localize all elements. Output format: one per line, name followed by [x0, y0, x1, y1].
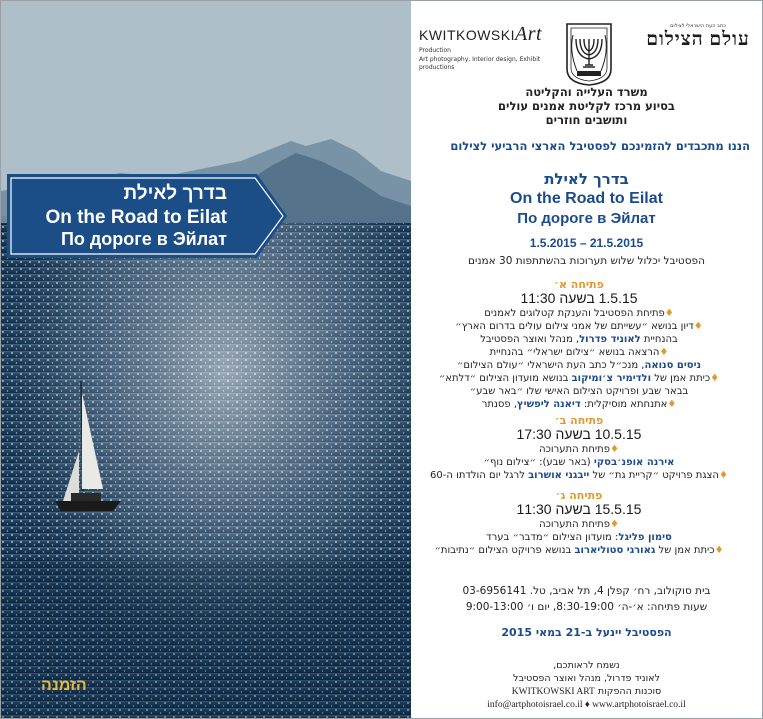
program-line: ♦הצגת פרויקט ״קריית גת״ של ייבגני אושרוב לרגל יום הולדתו ה-60: [430, 470, 728, 481]
kwitkowski-services: Art photography, Interior design, Exhibit productions: [419, 56, 541, 71]
olam-logo-name: עולם הצילום: [646, 29, 750, 50]
opening-time: 1.5.15 בשעה 11:30: [520, 290, 638, 306]
program-line: ♦אתנחתא מוסיקלית: דיאנה ליפשיץ, פסנתר: [481, 399, 677, 410]
program-line: בהנחיית לאוניד פדרול, מנהל ואוצר הפסטיבל: [480, 334, 678, 345]
invitation-text-panel: [411, 1, 762, 718]
banner-title-russian: По дороге в Эйлат: [60, 229, 227, 249]
opening-time: 10.5.15 בשעה 17:30: [516, 426, 642, 442]
festival-summary: הפסטיבל יכלול שלוש תערוכות בהשתתפות 30 אמנים: [468, 255, 705, 267]
ministry-line: ותושבים חוזרים: [545, 113, 628, 127]
signature-name: לאוניד פדרול, מנהל ואוצר הפסטיבל: [513, 673, 660, 684]
olam-logo-tagline: כתב העת הישראלי לצילום: [670, 23, 726, 29]
kwitkowski-art-logo: [419, 23, 557, 72]
invitation-label: הזמנה: [41, 677, 87, 694]
opening-title: פתיחה א׳: [554, 278, 604, 291]
olam-hatzilum-logo: [629, 23, 763, 51]
kwitkowski-production: Production: [419, 47, 451, 54]
sea-landscape-image: [1, 1, 411, 718]
program-line: אירנה אופנ׳בסקי (באר שבע): ״צילום נוף״: [483, 457, 675, 468]
festival-closing: הפסטיבל יינעל ב-21 במאי 2015: [501, 626, 672, 639]
venue-address: בית סוקולוב, רח׳ קפלן 4, תל אביב, טל. 03-6956141: [462, 585, 711, 597]
ministry-line: משרד העלייה והקליטה: [525, 85, 648, 99]
program-line: ♦הרצאה בנושא ״צילום ישראלי״ בהנחיית: [489, 347, 669, 358]
opening-c: [414, 489, 744, 557]
program-line: ♦דיון בנושא ״עשייתם של אמני צילום עולים בדרום הארץ״: [455, 321, 703, 332]
opening-a: [414, 278, 744, 411]
program-line: ♦כיתת אמן של ולדימיר צ׳ומיקוב בנושא מועדון הצילום ״דלתא״: [438, 373, 720, 384]
opening-title: פתיחה ב׳: [554, 414, 604, 427]
kwitkowski-brand: KWITKOWSKIArt: [419, 23, 543, 45]
ministry-block: [411, 85, 762, 127]
festival-title-hebrew: בדרך לאילת: [544, 170, 629, 188]
ministry-line: בסיוע מרכז לקליטת אמנים עולים: [498, 99, 675, 113]
program-line: בבאר שבע ופרויקט הצילום האישי שלו ״באר שבע״: [469, 386, 689, 397]
venue-info: [411, 583, 762, 615]
festival-title: [411, 169, 762, 229]
signature-greeting: נשמח לראותכם,: [553, 660, 620, 671]
venue-hours: שעות פתיחה: א׳-ה׳ 8:30-19:00, יום ו׳ 9:00-13:00: [465, 601, 708, 613]
festival-title-english: On the Road to Eilat: [510, 190, 663, 207]
festival-dates: 1.5.2015 – 21.5.2015: [529, 236, 644, 250]
opening-b: [414, 414, 744, 482]
opening-title: פתיחה ג׳: [555, 489, 603, 502]
program-line: סימון פליגל: מועדון הצילום ״מדבר״ בערד: [486, 532, 672, 543]
program-line: ♦פתיחת התערוכה: [539, 444, 619, 455]
title-banner: [7, 174, 289, 258]
program-line: ♦כיתת אמן של גאורגי סטוליארוב בנושא פרויקט הצילום ״נתיבות״: [434, 545, 724, 556]
signature-block: [411, 659, 762, 712]
program-line: ♦פתיחת הפסטיבל והענקת קטלוגים לאמנים: [484, 308, 674, 319]
banner-title-english: On the Road to Eilat: [45, 207, 227, 228]
festival-title-russian: По дороге в Эйлат: [517, 210, 656, 227]
state-emblem-icon: [563, 21, 615, 87]
program-line: ♦פתיחת התערוכה: [539, 519, 619, 530]
invitation-intro: הננו מתכבדים להזמינכם לפסטיבל הארצי הרביעי לצילום: [450, 139, 750, 153]
program-line: ניסים סנואה, מנכ״ל כתב העת הישראלי ״עולם הצילום״: [456, 360, 702, 371]
opening-time: 15.5.15 בשעה 11:30: [516, 501, 642, 517]
contact-links[interactable]: info@artphotoisrael.co.il ♦ www.artphotoisrael.co.il: [487, 700, 686, 710]
sea-photo: [1, 1, 411, 718]
signature-agency: סוכנות ההפקות KWITKOWSKI ART: [511, 686, 662, 697]
banner-title-hebrew: בדרך לאילת: [123, 183, 227, 204]
